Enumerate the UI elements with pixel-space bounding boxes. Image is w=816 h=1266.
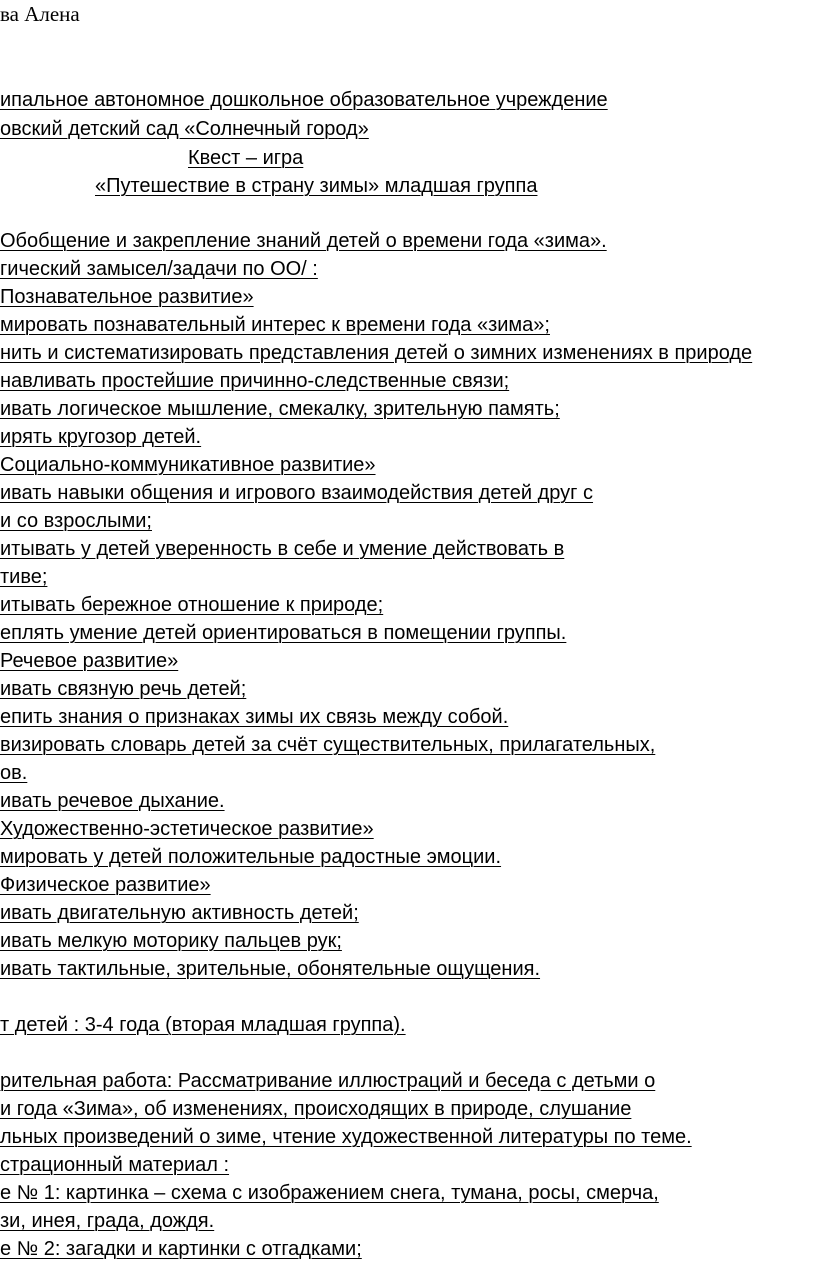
body-line: Художественно-эстетическое развитие»	[0, 818, 374, 840]
body-line: Речевое развитие»	[0, 650, 179, 672]
body-line: навливать простейшие причинно-следственные связи;	[0, 370, 510, 392]
body-line: рительная работа: Рассматривание иллюстраций и беседа с детьми о	[0, 1070, 656, 1092]
body-line: льных произведений о зиме, чтение художественной литературы по теме.	[0, 1126, 692, 1148]
header-line-2: овский детский сад «Солнечный город»	[0, 118, 369, 140]
body-line: ивать логическое мышление, смекалку, зрительную память;	[0, 398, 560, 420]
body-line: Социально-коммуникативное развитие»	[0, 454, 376, 476]
author-line: ва Алена	[0, 2, 80, 26]
body-line: Познавательное развитие»	[0, 286, 254, 308]
body-line: нить и систематизировать представления детей о зимних изменениях в природе	[0, 342, 753, 364]
body-line: еплять умение детей ориентироваться в помещении группы.	[0, 622, 567, 644]
header-line-1: ипальное автономное дошкольное образовательное учреждение	[0, 89, 608, 111]
body-line: епить знания о признаках зимы их связь между собой.	[0, 706, 509, 728]
body-line: ивать мелкую моторику пальцев рук;	[0, 930, 342, 952]
body-line: ов.	[0, 762, 28, 784]
body-line: ирять кругозор детей.	[0, 426, 202, 448]
body-line: ивать речевое дыхание.	[0, 790, 225, 812]
body-line: Физическое развитие»	[0, 874, 211, 896]
body-line: е № 2: загадки и картинки с отгадками;	[0, 1238, 362, 1260]
body-line: итывать бережное отношение к природе;	[0, 594, 384, 616]
body-line: ивать тактильные, зрительные, обонятельные ощущения.	[0, 958, 541, 980]
body-line: страционный материал :	[0, 1154, 230, 1176]
body-line: ивать навыки общения и игрового взаимодействия детей друг с	[0, 482, 594, 504]
body-line: мировать познавательный интерес к времени года «зима»;	[0, 314, 550, 336]
body-line: мировать у детей положительные радостные эмоции.	[0, 846, 502, 868]
body-line: е № 1: картинка – схема с изображением снега, тумана, росы, смерча,	[0, 1182, 659, 1204]
body-line: итывать у детей уверенность в себе и умение действовать в	[0, 538, 565, 560]
body-line: тиве;	[0, 566, 48, 588]
body-line: гический замысел/задачи по ОО/ :	[0, 258, 318, 280]
body-line: и года «Зима», об изменениях, происходящих в природе, слушание	[0, 1098, 632, 1120]
body-line: зи, инея, града, дождя.	[0, 1210, 215, 1232]
body-line: и со взрослыми;	[0, 510, 152, 532]
body-line: т детей : 3-4 года (вторая младшая группа).	[0, 1014, 406, 1036]
body-line: ивать двигательную активность детей;	[0, 902, 359, 924]
body-line: визировать словарь детей за счёт существительных, прилагательных,	[0, 734, 656, 756]
body-line: Обобщение и закрепление знаний детей о времени года «зима».	[0, 230, 607, 252]
body-line: ивать связную речь детей;	[0, 678, 247, 700]
document-title: Квест – игра	[188, 147, 304, 169]
document-subtitle: «Путешествие в страну зимы» младшая группа	[95, 175, 538, 197]
